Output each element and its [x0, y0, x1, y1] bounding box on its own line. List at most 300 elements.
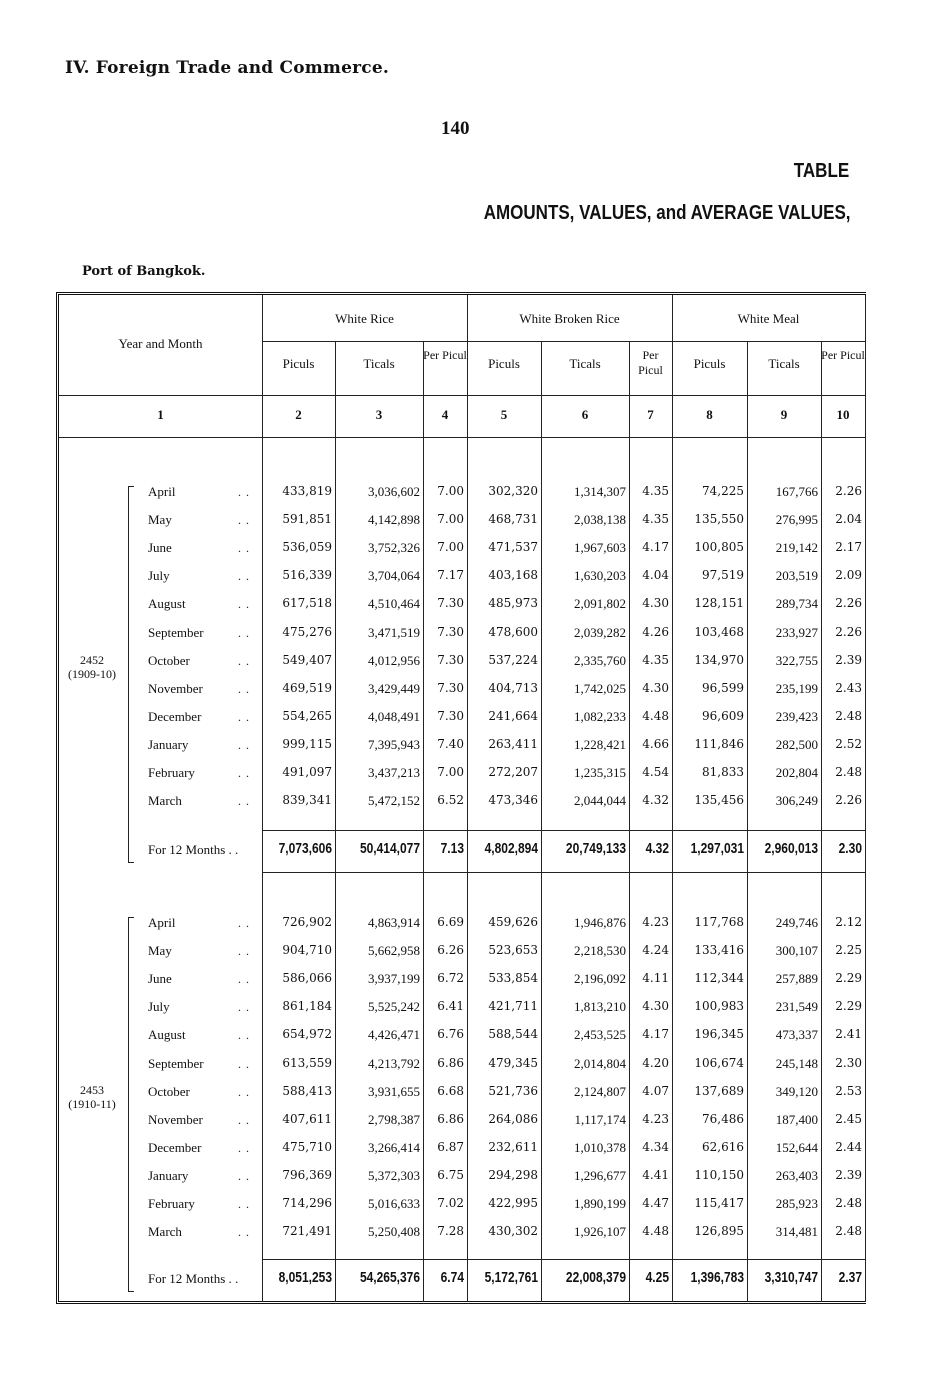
table-cell: 4,510,464 [368, 596, 420, 612]
table-cell: 473,346 [488, 793, 538, 808]
year-label: 2452 [80, 653, 104, 667]
table-cell: 536,059 [282, 540, 332, 555]
table-cell: 4.35 [642, 512, 669, 527]
month-label: April [148, 484, 176, 499]
table-cell: 126,895 [694, 1224, 744, 1239]
total-cell: 20,749,133 [565, 840, 626, 857]
table-cell: 7.30 [437, 624, 464, 639]
table-cell: 591,851 [282, 512, 332, 527]
sub-header: Piculs [693, 356, 726, 371]
table-cell: 4.54 [642, 765, 669, 779]
table-cell: 2.04 [835, 512, 862, 527]
table-cell: 2.09 [835, 568, 862, 583]
table-cell: 721,491 [282, 1224, 332, 1239]
table-cell: 322,755 [775, 652, 818, 668]
table-cell: 7.30 [437, 596, 464, 611]
table-cell: 2,335,760 [574, 652, 626, 668]
leader-dots: . . [238, 1197, 250, 1211]
total-cell: 4,802,894 [484, 840, 538, 857]
month-label: May [148, 943, 172, 959]
month-label: June [148, 540, 172, 556]
column-rule [423, 341, 424, 1302]
column-rule [865, 295, 866, 1302]
leader-dots: . . [238, 1056, 250, 1071]
table-cell: 2,014,804 [574, 1055, 626, 1071]
table-cell: 5,472,152 [368, 793, 420, 809]
table-cell: 6.86 [437, 1055, 464, 1070]
table-cell: 4.26 [642, 624, 669, 639]
table-cell: 2.26 [835, 484, 862, 498]
leader-dots: . . [238, 916, 250, 930]
table-cell: 2.53 [835, 1083, 862, 1098]
table-cell: 2,218,530 [574, 943, 626, 959]
table-cell: 537,224 [488, 652, 538, 667]
column-number: 6 [581, 407, 589, 422]
table-cell: 264,086 [488, 1111, 538, 1126]
table-cell: 2.25 [835, 943, 862, 958]
table-cell: 4.17 [642, 1027, 669, 1042]
table-cell: 272,207 [488, 765, 538, 779]
table-cell: 421,711 [488, 999, 538, 1014]
table-cell: 7.00 [437, 484, 464, 498]
leader-dots: . . [238, 1084, 250, 1099]
table-cell: 7.30 [437, 680, 464, 695]
total-rule [262, 1259, 865, 1260]
table-cell: 904,710 [282, 943, 332, 958]
table-cell: 7,395,943 [368, 736, 420, 752]
total-label: For 12 Months . . [148, 1271, 239, 1286]
table-cell: 475,710 [282, 1139, 332, 1154]
year-brace [128, 917, 129, 1291]
table-cell: 239,423 [775, 708, 818, 724]
table-cell: 2.52 [835, 736, 862, 751]
table-cell: 4.20 [642, 1055, 669, 1070]
total-cell: 8,051,253 [278, 1269, 332, 1286]
month-label: September [148, 1055, 204, 1071]
table-cell: 617,518 [282, 596, 332, 611]
table-cell: 112,344 [694, 971, 744, 986]
table-cell: 97,519 [702, 568, 744, 583]
table-cell: 3,937,199 [368, 971, 420, 987]
table-cell: 2.30 [835, 1055, 862, 1070]
group-header: White Broken Rice [519, 311, 620, 326]
table-cell: 2.29 [835, 971, 862, 986]
table-cell: 2.17 [835, 540, 862, 555]
table-cell: 654,972 [282, 1027, 332, 1042]
table-cell: 5,662,958 [368, 943, 420, 959]
month-label: February [148, 1196, 195, 1211]
table-cell: 1,926,107 [574, 1224, 626, 1240]
month-label: September [148, 624, 204, 640]
sub-header: Per Picul [821, 348, 865, 362]
table-cell: 133,416 [694, 943, 744, 958]
column-number: 1 [157, 407, 164, 422]
table-cell: 433,819 [282, 484, 332, 498]
column-rule [672, 295, 673, 1302]
table-cell: 5,016,633 [368, 1196, 420, 1211]
table-cell: 2,044,044 [574, 793, 626, 809]
leader-dots: . . [238, 653, 250, 668]
table-cell: 473,337 [775, 1027, 818, 1043]
total-cell: 4.32 [645, 840, 669, 857]
table-cell: 6.86 [437, 1111, 464, 1126]
table-cell: 152,644 [775, 1139, 818, 1155]
table-cell: 62,616 [702, 1139, 744, 1154]
table-cell: 7.00 [437, 512, 464, 527]
table-cell: 533,854 [488, 971, 538, 986]
table-cell: 4.41 [642, 1167, 669, 1182]
table-cell: 300,107 [775, 943, 818, 959]
table-cell: 478,600 [488, 624, 538, 639]
year-brace-end [128, 917, 134, 918]
table-cell: 302,320 [488, 484, 538, 498]
table-cell: 3,266,414 [368, 1139, 420, 1155]
table-cell: 5,372,303 [368, 1167, 420, 1183]
table-cell: 1,742,025 [574, 680, 626, 696]
table-cell: 2.48 [835, 765, 862, 779]
page-number: 140 [441, 118, 470, 139]
table-cell: 422,995 [488, 1196, 538, 1210]
leader-dots: . . [238, 569, 250, 584]
table-cell: 241,664 [488, 708, 538, 723]
table-cell: 5,250,408 [368, 1224, 420, 1240]
table-cell: 96,609 [702, 708, 744, 723]
column-rule [335, 341, 336, 1302]
column-number: 2 [295, 407, 302, 422]
table-cell: 7.30 [437, 708, 464, 723]
month-label: October [148, 1083, 190, 1099]
table-cell: 7.30 [437, 652, 464, 667]
group-header: White Rice [335, 311, 394, 326]
table-label: TABLE [793, 160, 849, 182]
month-label: October [148, 652, 190, 668]
table-cell: 7.17 [437, 568, 464, 583]
total-cell: 7.13 [440, 840, 464, 857]
leader-dots: . . [238, 1168, 250, 1183]
column-number: 5 [500, 407, 508, 422]
table-cell: 471,537 [488, 540, 538, 555]
total-cell: 50,414,077 [359, 840, 420, 857]
table-cell: 1,813,210 [574, 999, 626, 1015]
block-separator [262, 872, 865, 873]
leader-dots: . . [238, 1112, 250, 1127]
sub-header: Per Picul [423, 348, 467, 362]
month-label: January [148, 1167, 189, 1183]
table-cell: 523,653 [488, 943, 538, 958]
column-number: 4 [441, 407, 449, 422]
table-cell: 459,626 [488, 915, 538, 929]
table-cell: 2.48 [835, 1224, 862, 1239]
table-cell: 549,407 [282, 652, 332, 667]
table-cell: 289,734 [775, 596, 818, 612]
table-cell: 1,010,378 [574, 1139, 626, 1155]
month-label: March [148, 1224, 182, 1240]
table-cell: 349,120 [775, 1083, 818, 1099]
column-number: 8 [706, 407, 713, 422]
table-cell: 167,766 [775, 484, 818, 499]
table-cell: 2.39 [835, 652, 862, 667]
total-label: For 12 Months . . [148, 842, 239, 857]
table-cell: 2.45 [835, 1111, 862, 1126]
total-cell: 54,265,376 [359, 1269, 420, 1286]
table-cell: 4.23 [642, 915, 669, 929]
table-cell: 516,339 [282, 568, 332, 583]
table-cell: 2.41 [835, 1027, 862, 1042]
table-cell: 1,967,603 [574, 540, 626, 556]
month-label: April [148, 915, 176, 930]
total-cell: 3,310,747 [764, 1269, 818, 1286]
header-group-rule [262, 341, 865, 342]
month-label: July [148, 568, 170, 584]
table-cell: 861,184 [282, 999, 332, 1014]
month-label: May [148, 512, 172, 528]
month-label: February [148, 765, 195, 780]
table-cell: 76,486 [702, 1111, 744, 1126]
column-rule [262, 295, 263, 1302]
leader-dots: . . [238, 1028, 250, 1043]
table-cell: 3,752,326 [368, 540, 420, 556]
table-cell: 3,036,602 [368, 484, 420, 499]
total-cell: 2,960,013 [764, 840, 818, 857]
table-cell: 999,115 [282, 736, 332, 751]
table-cell: 4.24 [642, 943, 669, 958]
table-cell: 7.02 [437, 1196, 464, 1210]
column-number: 9 [780, 407, 788, 422]
table-cell: 4.23 [642, 1111, 669, 1126]
total-cell: 6.74 [440, 1269, 464, 1286]
month-label: December [148, 1139, 202, 1155]
month-label: November [148, 680, 203, 696]
leader-dots: . . [238, 766, 250, 780]
leader-dots: . . [238, 1000, 250, 1015]
month-label: July [148, 999, 170, 1015]
table-cell: 6.76 [437, 1027, 464, 1042]
table-cell: 2.12 [835, 915, 862, 929]
table-cell: 96,599 [702, 680, 744, 695]
table-cell: 586,066 [282, 971, 332, 986]
table-cell: 469,519 [282, 680, 332, 695]
table-cell: 4.30 [642, 999, 669, 1014]
column-rule [629, 341, 630, 1302]
table-cell: 6.72 [437, 971, 464, 986]
table-cell: 491,097 [282, 765, 332, 779]
table-cell: 1,890,199 [574, 1196, 626, 1211]
total-cell: 2.30 [838, 840, 862, 857]
section-heading: IV. Foreign Trade and Commerce. [65, 58, 389, 78]
table-cell: 117,768 [694, 915, 744, 929]
total-cell: 5,172,761 [484, 1269, 538, 1286]
month-label: June [148, 971, 172, 987]
table-cell: 1,117,174 [574, 1111, 626, 1127]
table-cell: 4,048,491 [368, 708, 420, 724]
table-cell: 2,196,092 [574, 971, 626, 987]
table-cell: 135,456 [694, 793, 744, 808]
leader-dots: . . [238, 709, 250, 724]
table-cell: 1,630,203 [574, 568, 626, 584]
leader-dots: . . [238, 597, 250, 612]
table-cell: 7.00 [437, 540, 464, 555]
table-cell: 3,429,449 [368, 680, 420, 696]
sub-header: Ticals [363, 356, 395, 371]
table-cell: 203,519 [775, 568, 818, 584]
table-cell: 403,168 [488, 568, 538, 583]
table-cell: 554,265 [282, 708, 332, 723]
table-cell: 3,437,213 [368, 765, 420, 780]
table-cell: 202,804 [775, 765, 818, 780]
table-cell: 4.47 [642, 1196, 669, 1210]
year-alt-label: (1909-10) [68, 667, 116, 681]
table-cell: 714,296 [282, 1196, 332, 1210]
table-cell: 588,413 [282, 1083, 332, 1098]
year-month-header: Year and Month [118, 336, 203, 351]
table-cell: 2,124,807 [574, 1083, 626, 1099]
table-cell: 187,400 [775, 1111, 818, 1127]
column-rule [541, 341, 542, 1302]
table-cell: 1,946,876 [574, 915, 626, 930]
sub-header: Piculs [282, 356, 315, 371]
table-cell: 6.26 [437, 943, 464, 958]
total-cell: 2.37 [838, 1269, 862, 1286]
table-cell: 4.35 [642, 484, 669, 498]
table-cell: 613,559 [282, 1055, 332, 1070]
total-cell: 1,297,031 [690, 840, 744, 857]
table-cell: 7.40 [437, 736, 464, 751]
table-cell: 100,983 [694, 999, 744, 1014]
table-cell: 475,276 [282, 624, 332, 639]
table-cell: 479,345 [488, 1055, 538, 1070]
sub-header: Per Picul [638, 348, 663, 377]
leader-dots: . . [238, 1140, 250, 1155]
table-cell: 796,369 [282, 1167, 332, 1182]
table-cell: 249,746 [775, 915, 818, 930]
month-label: December [148, 708, 202, 724]
table-cell: 839,341 [282, 793, 332, 808]
table-cell: 4,012,956 [368, 652, 420, 668]
table-cell: 81,833 [702, 765, 744, 779]
total-cell: 7,073,606 [278, 840, 332, 857]
table-cell: 306,249 [775, 793, 818, 809]
table-cell: 4.30 [642, 680, 669, 695]
table-cell: 263,411 [488, 736, 538, 751]
table-cell: 2.48 [835, 708, 862, 723]
table-cell: 726,902 [282, 915, 332, 929]
table-cell: 245,148 [775, 1055, 818, 1071]
table-cell: 4.30 [642, 596, 669, 611]
table-cell: 4.66 [642, 736, 669, 751]
table-cell: 6.41 [437, 999, 464, 1014]
table-cell: 135,550 [694, 512, 744, 527]
table-cell: 6.68 [437, 1083, 464, 1098]
table-cell: 407,611 [282, 1111, 332, 1126]
table-cell: 2,453,525 [574, 1027, 626, 1043]
sub-header: Piculs [488, 356, 520, 371]
table-cell: 6.75 [437, 1167, 464, 1182]
table-cell: 233,927 [775, 624, 818, 640]
header-rule [59, 395, 865, 396]
table-cell: 285,923 [775, 1196, 818, 1211]
leader-dots: . . [238, 737, 250, 752]
table-cell: 404,713 [488, 680, 538, 695]
table-cell: 1,228,421 [574, 736, 626, 752]
year-brace [128, 486, 129, 862]
month-label: August [148, 596, 186, 612]
leader-dots: . . [238, 485, 250, 499]
table-cell: 430,302 [488, 1224, 538, 1239]
table-cell: 4,213,792 [368, 1055, 420, 1071]
table-cell: 100,805 [694, 540, 744, 555]
table-cell: 134,970 [694, 652, 744, 667]
group-header: White Meal [737, 311, 800, 326]
leader-dots: . . [238, 625, 250, 640]
leader-dots: . . [238, 513, 250, 528]
year-brace-end [128, 1291, 134, 1292]
table-cell: 263,403 [775, 1167, 818, 1183]
sub-header: Ticals [569, 356, 601, 371]
table-cell: 4.17 [642, 540, 669, 555]
column-number: 10 [836, 407, 850, 422]
table-cell: 137,689 [694, 1083, 744, 1098]
table-cell: 115,417 [694, 1196, 744, 1210]
table-cell: 2,039,282 [574, 624, 626, 640]
table-cell: 2.29 [835, 999, 862, 1014]
column-rule [467, 295, 468, 1302]
table-cell: 521,736 [488, 1083, 538, 1098]
table-cell: 196,345 [694, 1027, 744, 1042]
table-cell: 3,931,655 [368, 1083, 420, 1099]
column-number-rule [59, 437, 865, 438]
table-cell: 7.28 [437, 1224, 464, 1239]
table-cell: 4.35 [642, 652, 669, 667]
table-cell: 231,549 [775, 999, 818, 1015]
table-cell: 294,298 [488, 1167, 538, 1182]
table-cell: 4,142,898 [368, 512, 420, 528]
total-cell: 22,008,379 [565, 1269, 626, 1286]
table-cell: 6.69 [437, 915, 464, 929]
table-cell: 106,674 [694, 1055, 744, 1070]
table-cell: 4.48 [642, 708, 669, 723]
column-number: 7 [647, 407, 654, 422]
total-rule [262, 830, 865, 831]
table-cell: 4.04 [642, 568, 669, 583]
table-cell: 7.00 [437, 765, 464, 779]
table-cell: 3,704,064 [368, 568, 420, 584]
table-cell: 111,846 [694, 736, 744, 751]
month-label: March [148, 793, 182, 809]
table-cell: 128,151 [694, 596, 744, 611]
year-brace-end [128, 862, 134, 863]
leader-dots: . . [238, 541, 250, 556]
leader-dots: . . [238, 794, 250, 809]
table-cell: 4.48 [642, 1224, 669, 1239]
table-cell: 4.11 [642, 971, 669, 986]
table-cell: 2.43 [835, 680, 862, 695]
table-cell: 2.39 [835, 1167, 862, 1182]
table-cell: 314,481 [775, 1224, 818, 1240]
table-cell: 485,973 [488, 596, 538, 611]
table-cell: 2.26 [835, 793, 862, 808]
table-cell: 4.32 [642, 793, 669, 808]
table-cell: 2,798,387 [368, 1111, 420, 1127]
total-cell: 1,396,783 [690, 1269, 744, 1286]
month-label: January [148, 736, 189, 752]
table-cell: 3,471,519 [368, 624, 420, 640]
leader-dots: . . [238, 972, 250, 987]
table-cell: 2.26 [835, 624, 862, 639]
table-cell: 4,863,914 [368, 915, 420, 930]
table-cell: 6.87 [437, 1139, 464, 1154]
table-cell: 276,995 [775, 512, 818, 528]
table-cell: 468,731 [488, 512, 538, 527]
